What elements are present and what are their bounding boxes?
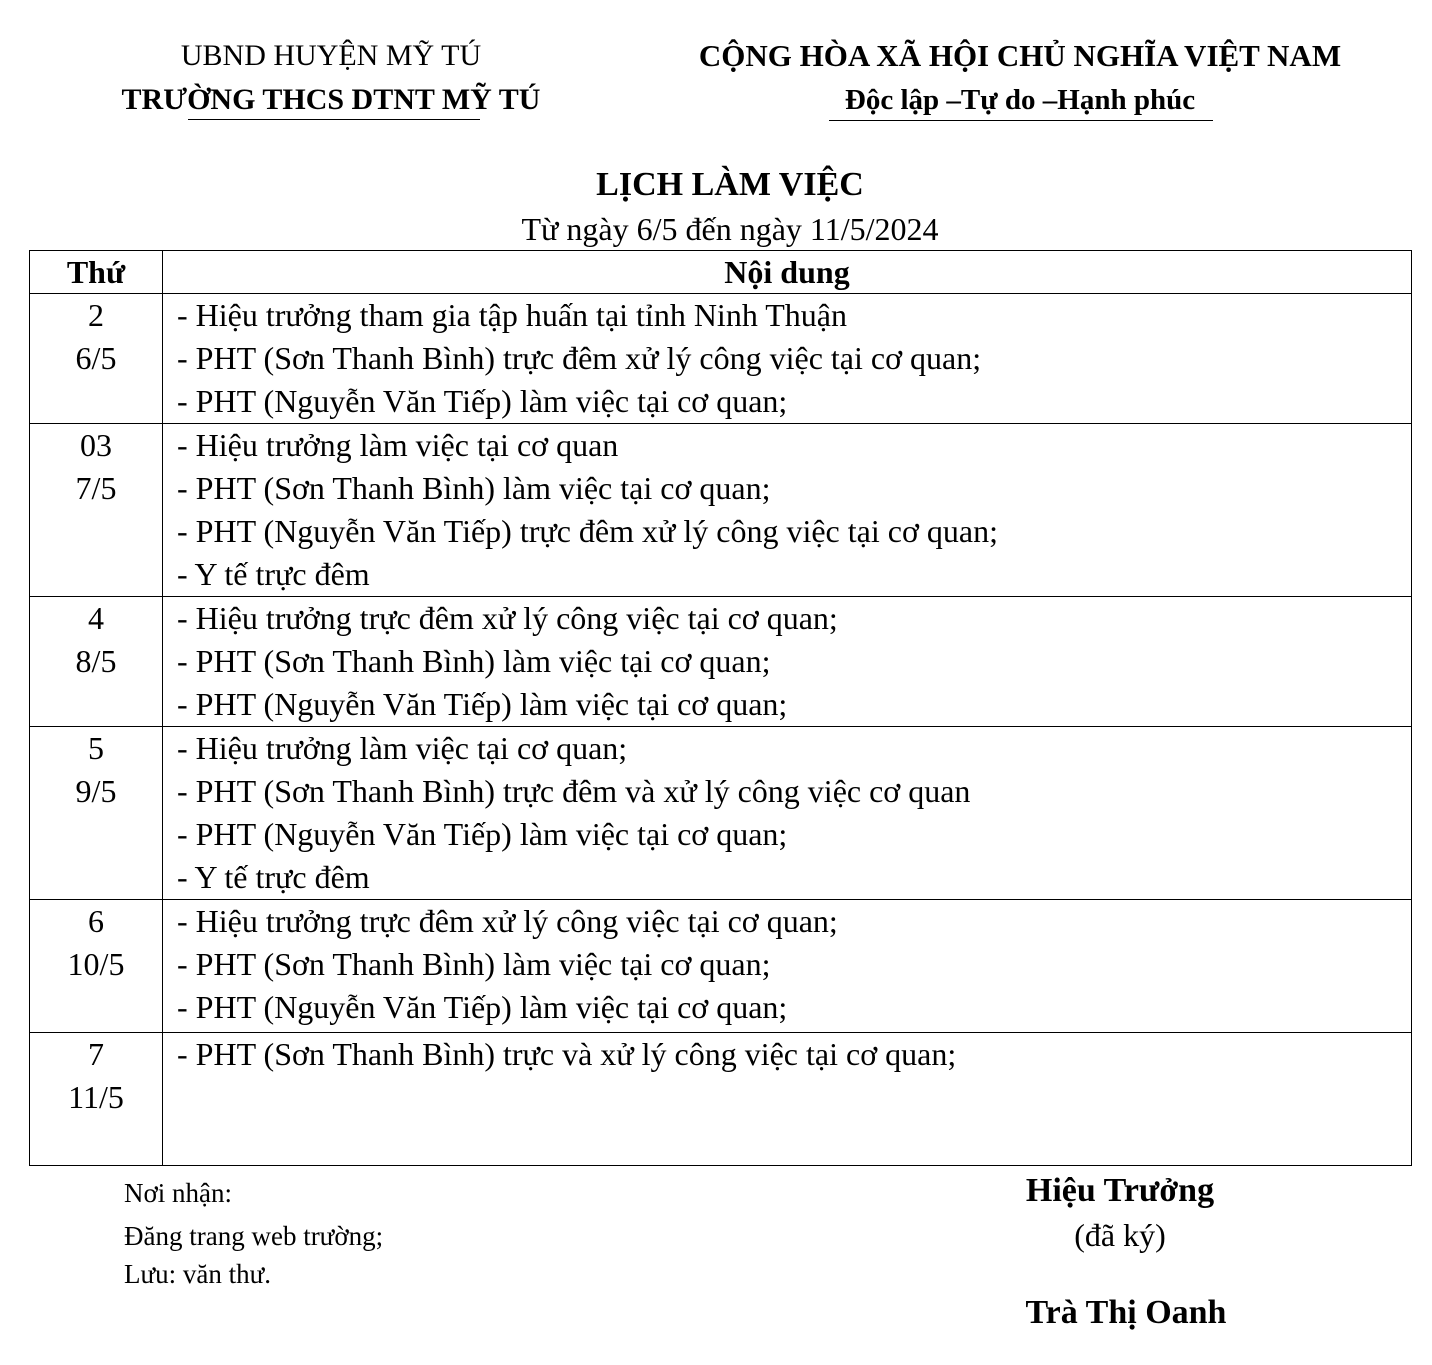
content-line: - PHT (Sơn Thanh Bình) trực đêm xử lý công việc tại cơ quan; — [177, 340, 982, 376]
signer-title: Hiệu Trưởng — [1025, 1172, 1215, 1209]
content-line: - PHT (Sơn Thanh Bình) làm việc tại cơ quan; — [177, 643, 771, 679]
org-school: TRƯỜNG THCS DTNT MỸ TÚ — [121, 83, 541, 116]
recipients-label: Nơi nhận: — [124, 1178, 233, 1208]
content-line: - Y tế trực đêm — [177, 859, 370, 895]
content-line: - PHT (Sơn Thanh Bình) trực và xử lý công việc tại cơ quan; — [177, 1036, 957, 1072]
content-cell — [163, 424, 1412, 597]
motto-underline — [829, 120, 1213, 121]
content-line: - PHT (Nguyễn Văn Tiếp) trực đêm xử lý công việc tại cơ quan; — [177, 513, 998, 549]
day-cell — [30, 900, 163, 1033]
weekday-number: 03 — [80, 427, 112, 463]
weekday-number: 2 — [88, 297, 104, 333]
day-cell — [30, 727, 163, 900]
content-cell — [163, 900, 1412, 1033]
content-line: - PHT (Sơn Thanh Bình) làm việc tại cơ quan; — [177, 946, 771, 982]
content-cell — [163, 1033, 1412, 1166]
signer-status: (đã ký) — [1074, 1217, 1166, 1253]
document-subtitle: Từ ngày 6/5 đến ngày 11/5/2024 — [521, 211, 939, 247]
column-header-day: Thứ — [30, 251, 163, 294]
content-line: - PHT (Sơn Thanh Bình) làm việc tại cơ quan; — [177, 470, 771, 506]
recipient-item: Đăng trang web trường; — [124, 1221, 384, 1251]
content-line: - PHT (Nguyễn Văn Tiếp) làm việc tại cơ quan; — [177, 816, 788, 852]
day-date: 11/5 — [68, 1079, 124, 1115]
content-line: - Hiệu trưởng làm việc tại cơ quan; — [177, 730, 628, 766]
weekday-number: 7 — [88, 1036, 104, 1072]
content-line: - Y tế trực đêm — [177, 556, 370, 592]
table-row — [30, 900, 1412, 1033]
content-line: - Hiệu trưởng trực đêm xử lý công việc tại cơ quan; — [177, 903, 838, 939]
content-cell — [163, 727, 1412, 900]
content-line: - PHT (Nguyễn Văn Tiếp) làm việc tại cơ quan; — [177, 383, 788, 419]
content-line: - Hiệu trưởng làm việc tại cơ quan — [177, 427, 619, 463]
content-line: - Hiệu trưởng trực đêm xử lý công việc tại cơ quan; — [177, 600, 838, 636]
day-cell — [30, 424, 163, 597]
table-header-row — [30, 251, 1412, 294]
day-cell — [30, 1033, 163, 1166]
weekday-number: 6 — [88, 903, 104, 939]
content-cell — [163, 294, 1412, 424]
day-cell — [30, 597, 163, 727]
day-date: 9/5 — [75, 773, 117, 809]
signer-name: Trà Thị Oanh — [1025, 1294, 1227, 1331]
day-cell — [30, 294, 163, 424]
day-date: 7/5 — [75, 470, 117, 506]
content-line: - PHT (Nguyễn Văn Tiếp) làm việc tại cơ quan; — [177, 686, 788, 722]
table-row — [30, 424, 1412, 597]
weekday-number: 4 — [88, 600, 104, 636]
content-cell — [163, 597, 1412, 727]
schedule-table — [29, 250, 1412, 1166]
table-row — [30, 727, 1412, 900]
content-line: - PHT (Nguyễn Văn Tiếp) làm việc tại cơ quan; — [177, 989, 788, 1025]
day-date: 10/5 — [67, 946, 125, 982]
recipient-item: Lưu: văn thư. — [124, 1259, 271, 1289]
nation-motto: Độc lập –Tự do –Hạnh phúc — [844, 84, 1196, 116]
content-line: - PHT (Sơn Thanh Bình) trực đêm và xử lý công việc cơ quan — [177, 773, 971, 809]
document-title: LỊCH LÀM VIỆC — [596, 166, 864, 203]
table-row — [30, 1033, 1412, 1166]
table-row — [30, 294, 1412, 424]
table-row — [30, 597, 1412, 727]
weekday-number: 5 — [88, 730, 104, 766]
content-line: - Hiệu trưởng tham gia tập huấn tại tỉnh Ninh Thuận — [177, 297, 847, 333]
day-date: 6/5 — [75, 340, 117, 376]
column-header-content: Nội dung — [163, 251, 1412, 294]
org-underline — [188, 119, 480, 120]
nation-name: CỘNG HÒA XÃ HỘI CHỦ NGHĨA VIỆT NAM — [698, 38, 1342, 73]
day-date: 8/5 — [75, 643, 117, 679]
org-district: UBND HUYỆN MỸ TÚ — [180, 39, 482, 72]
